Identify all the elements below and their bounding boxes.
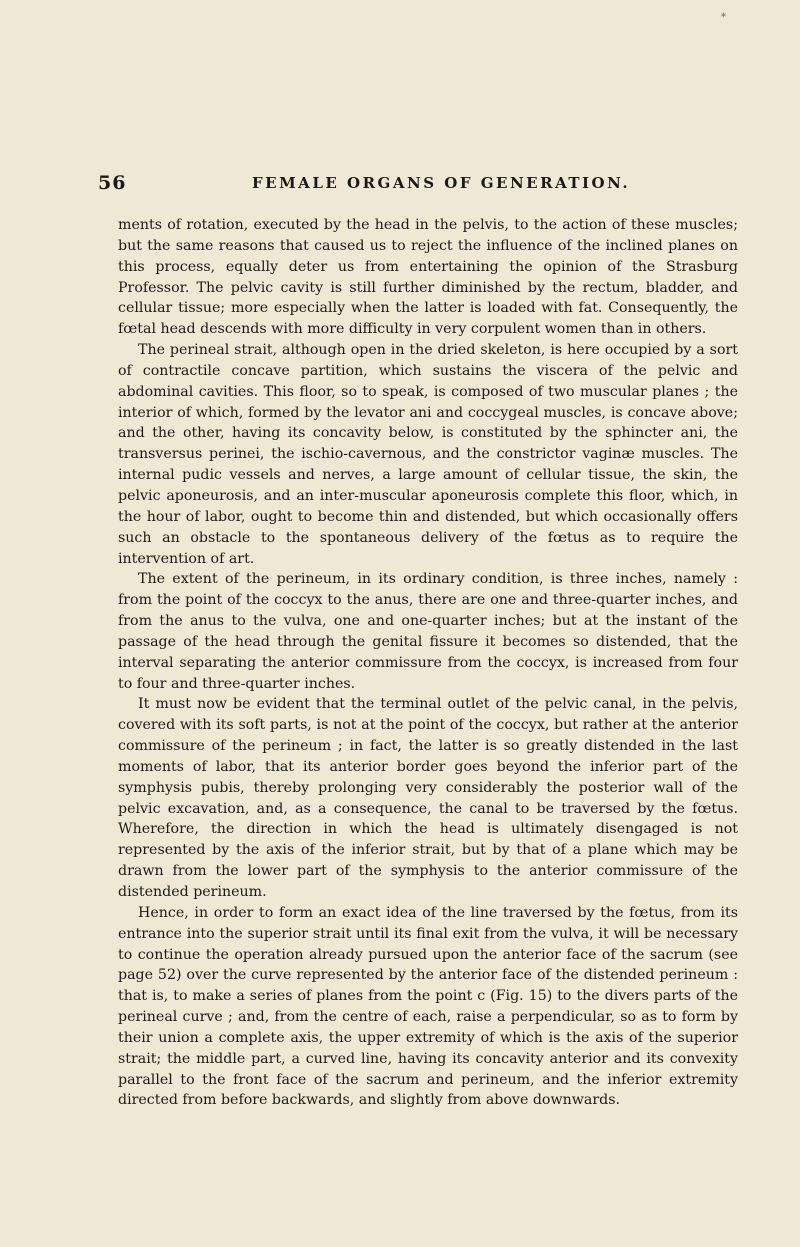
paragraph-5: Hence, in order to form an exact idea of the line traversed by the fœtus, from its entrance into the superior strait until its final exit from the vulva, it will be necessary to continue the operation already pursued upon the anterior face of the sacrum (see page 52) over the curve represented by the anterior face of the distended perineum : that is, to make a series of planes from the point c (Fig. 15) to the divers parts of the perineal curve ; and, from the centre of each, raise a perpendicular, so as to form by their union a complete axis, the upper extremity of which is the axis of the superior strait; the middle part, a curved line, having its concavity anterior and its convexity parallel to the front face of the sacrum and perineum, and the inferior extremity directed from before backwards, and slightly from above downwards.: [118, 904, 738, 1109]
paragraph-2: The perineal strait, although open in the dried skeleton, is here occupied by a sort of contractile concave partition, which sustains the viscera of the pelvic and abdominal cavities. This floor, so to speak, is composed of two muscular planes ; the interior of which, formed by the levator ani and coccygeal muscles, is concave above; and the other, having its concavity below, is constituted by the sphincter ani, the transversus perinei, the ischio-cavernous, and the constrictor vaginæ muscles. The internal pudic vessels and nerves, a large amount of cellular tissue, the skin, the pelvic aponeurosis, and an inter-muscular aponeurosis complete this floor, which, in the hour of labor, ought to become thin and distended, but which occasionally offers such an obstacle to the spontaneous delivery of the fœtus as to require the intervention of art.: [118, 342, 738, 567]
body-text: [118, 215, 738, 1111]
paragraph-1: ments of rotation, executed by the head in the pelvis, to the action of these muscles; but the same reasons that caused us to reject the influence of the inclined planes on this process, equally deter us from entertaining the opinion of the Strasburg Professor. The pelvic cavity is still further diminished by the rectum, bladder, and cellular tissue; more especially when the latter is loaded with fat. Consequently, the fœtal head descends with more difficulty in very corpulent women than in others.: [118, 217, 738, 338]
page-number: 56: [98, 172, 127, 194]
paragraph-4: It must now be evident that the terminal outlet of the pelvic canal, in the pelvis, covered with its soft parts, is not at the point of the coccyx, but rather at the anterior commissure of the perineum ; in fact, the latter is so greatly distended in the last moments of labor, that its anterior border goes beyond the inferior part of the symphysis pubis, thereby prolonging very considerably the posterior wall of the pelvic excavation, and, as a consequence, the canal to be traversed by the fœtus. Wherefore, the direction in which the head is ultimately disengaged is not represented by the axis of the inferior strait, but by that of a plane which may be drawn from the lower part of the symphysis to the anterior commissure of the distended perineum.: [118, 696, 738, 900]
page-header: [98, 172, 738, 194]
corner-mark: *: [721, 12, 726, 23]
running-title: FEMALE ORGANS OF GENERATION.: [252, 174, 631, 192]
paragraph-3: The extent of the perineum, in its ordinary condition, is three inches, namely : from the point of the coccyx to the anus, there are one and three-quarter inches, and from the anus to the vulva, one and one-quarter inches; but at the instant of the passage of the head through the genital fissure it becomes so distended, that the interval separating the anterior commissure from the coccyx, is increased from four to four and three-quarter inches.: [118, 571, 738, 692]
